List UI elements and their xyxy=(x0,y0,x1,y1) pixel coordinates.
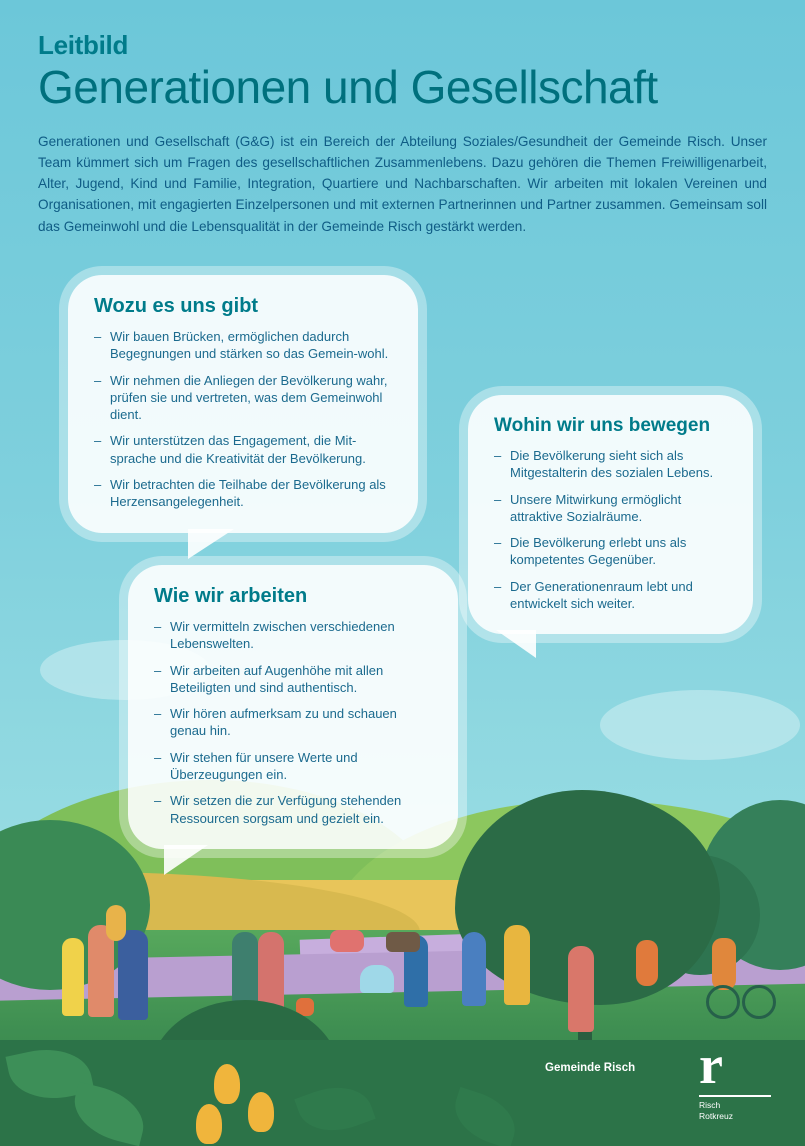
list-item-text: Die Bevölkerung sieht sich als Mitgestalterin des sozialen Lebens. xyxy=(510,448,714,481)
list-item-text: Der Generationenraum lebt und entwickelt sich weiter. xyxy=(510,578,693,611)
list-item-text: Unsere Mitwirkung ermöglicht attraktive Sozialräume. xyxy=(510,491,682,524)
bubble-wie-wir-arbeiten xyxy=(128,565,458,849)
person-figure xyxy=(118,930,148,1020)
child-figure xyxy=(106,905,126,941)
bicycle-wheel xyxy=(706,985,740,1019)
page-title: Generationen und Gesellschaft xyxy=(38,61,658,113)
list-item-text: Wir setzen die zur Verfügung stehenden Ressourcen sorgsam und gezielt ein. xyxy=(170,793,402,826)
person-figure xyxy=(504,925,530,1005)
logo-letter: r xyxy=(699,1035,723,1095)
flower xyxy=(214,1064,240,1104)
logo-divider xyxy=(699,1095,771,1097)
bubble-wohin-wir-uns-bewegen xyxy=(468,395,753,634)
list-item xyxy=(154,705,432,740)
list-item-text: Wir stehen für unsere Werte und Überzeugungen ein. xyxy=(170,749,358,782)
list-item xyxy=(494,447,727,482)
flower xyxy=(196,1104,222,1144)
list-item-text: Wir nehmen die Anliegen der Bevölkerung wahr, prüfen sie und vertreten, was dem Gemeinwohl dient. xyxy=(110,372,388,423)
bullet-dash: – xyxy=(94,476,102,492)
bullet-dash: – xyxy=(154,662,162,678)
list-item-text: Wir vermitteln zwischen verschiedenen Lebenswelten. xyxy=(170,619,395,652)
bullet-dash: – xyxy=(494,578,502,594)
bullet-dash: – xyxy=(154,793,162,809)
bubble-heading: Wohin wir uns bewegen xyxy=(494,415,711,436)
logo-line-2: Rotkreuz xyxy=(699,1110,734,1121)
cyclist-figure xyxy=(636,940,658,986)
list-item xyxy=(154,618,432,653)
logo-line-1: Risch xyxy=(699,1100,721,1111)
list-item xyxy=(154,749,432,784)
bubble-heading: Wozu es uns gibt xyxy=(94,295,259,317)
list-item-text: Wir unterstützen das Engagement, die Mit-sprache und die Kreativität der Bevölkerung. xyxy=(110,433,366,466)
bullet-dash: – xyxy=(494,535,502,551)
bullet-dash: – xyxy=(154,749,162,765)
person-figure xyxy=(462,932,486,1006)
list-item xyxy=(94,328,392,363)
bullet-dash: – xyxy=(154,706,162,722)
bubble-tail xyxy=(188,529,234,559)
list-item-text: Wir arbeiten auf Augenhöhe mit allen Beteiligten und sind authentisch. xyxy=(170,662,384,695)
bullet-dash: – xyxy=(94,329,102,344)
header-block xyxy=(0,0,805,237)
list-item-text: Wir betrachten die Teilhabe der Bevölkerung als Herzensangelegenheit. xyxy=(110,476,386,510)
bubble-wozu-es-uns-gibt xyxy=(68,275,418,533)
list-item xyxy=(154,792,432,827)
list-item xyxy=(94,432,392,467)
stroller xyxy=(360,965,394,993)
bubble-tail xyxy=(164,845,208,875)
list-item-text: Die Bevölkerung erlebt uns als kompetentes Gegenüber. xyxy=(510,535,687,568)
list-item xyxy=(154,662,432,697)
list-item xyxy=(494,578,727,613)
bubble-heading: Wie wir arbeiten xyxy=(154,585,308,607)
list-item xyxy=(94,476,392,511)
bubble-tail xyxy=(496,630,536,658)
flower xyxy=(248,1092,274,1132)
bubble-list xyxy=(494,447,727,612)
bullet-dash: – xyxy=(154,619,162,634)
person-figure xyxy=(568,946,594,1032)
intro-paragraph: Generationen und Gesellschaft (G&G) ist ein Bereich der Abteilung Soziales/Gesundheit der Gemeinde Risch. Unser Team kümmert sich um Fragen des gesellschaftlichen Zusammenlebens. Dazu gehören die Themen Freiwilligenarbeit, Alter, Jugend, Kind und Familie, Integration, Quartiere und Nachbarschaften. Wir arbeiten mit lokalen Vereinen und Organisationen, mit engagierten Einzelpersonen und mit externen Partnerinnen und Partner zusammen. Gemeinsam soll das Gemeinwohl und die Lebensqualität in der Gemeinde Risch gestärkt werden. xyxy=(38,134,767,234)
list-item xyxy=(494,491,727,526)
list-item-text: Wir bauen Brücken, ermöglichen dadurch Begegnungen und stärken so das Gemein-wohl. xyxy=(110,329,389,362)
bench xyxy=(386,932,420,952)
page-kicker: Leitbild xyxy=(38,30,129,60)
list-item xyxy=(494,534,727,569)
person-figure xyxy=(62,938,84,1016)
logo-risch-rotkreuz xyxy=(699,1035,771,1121)
list-item xyxy=(94,372,392,424)
list-item-text: Wir hören aufmerksam zu und schauen genau hin. xyxy=(170,706,397,739)
bubble-list xyxy=(154,618,432,827)
cloud xyxy=(600,690,800,760)
cyclist-figure xyxy=(712,938,736,990)
bicycle-wheel xyxy=(742,985,776,1019)
bullet-dash: – xyxy=(94,372,102,388)
bullet-dash: – xyxy=(494,491,502,507)
bullet-dash: – xyxy=(94,433,102,449)
bubble-list xyxy=(94,328,392,511)
bench-person xyxy=(330,930,364,952)
municipality-label: Gemeinde Risch xyxy=(545,1062,636,1074)
bullet-dash: – xyxy=(494,448,502,463)
